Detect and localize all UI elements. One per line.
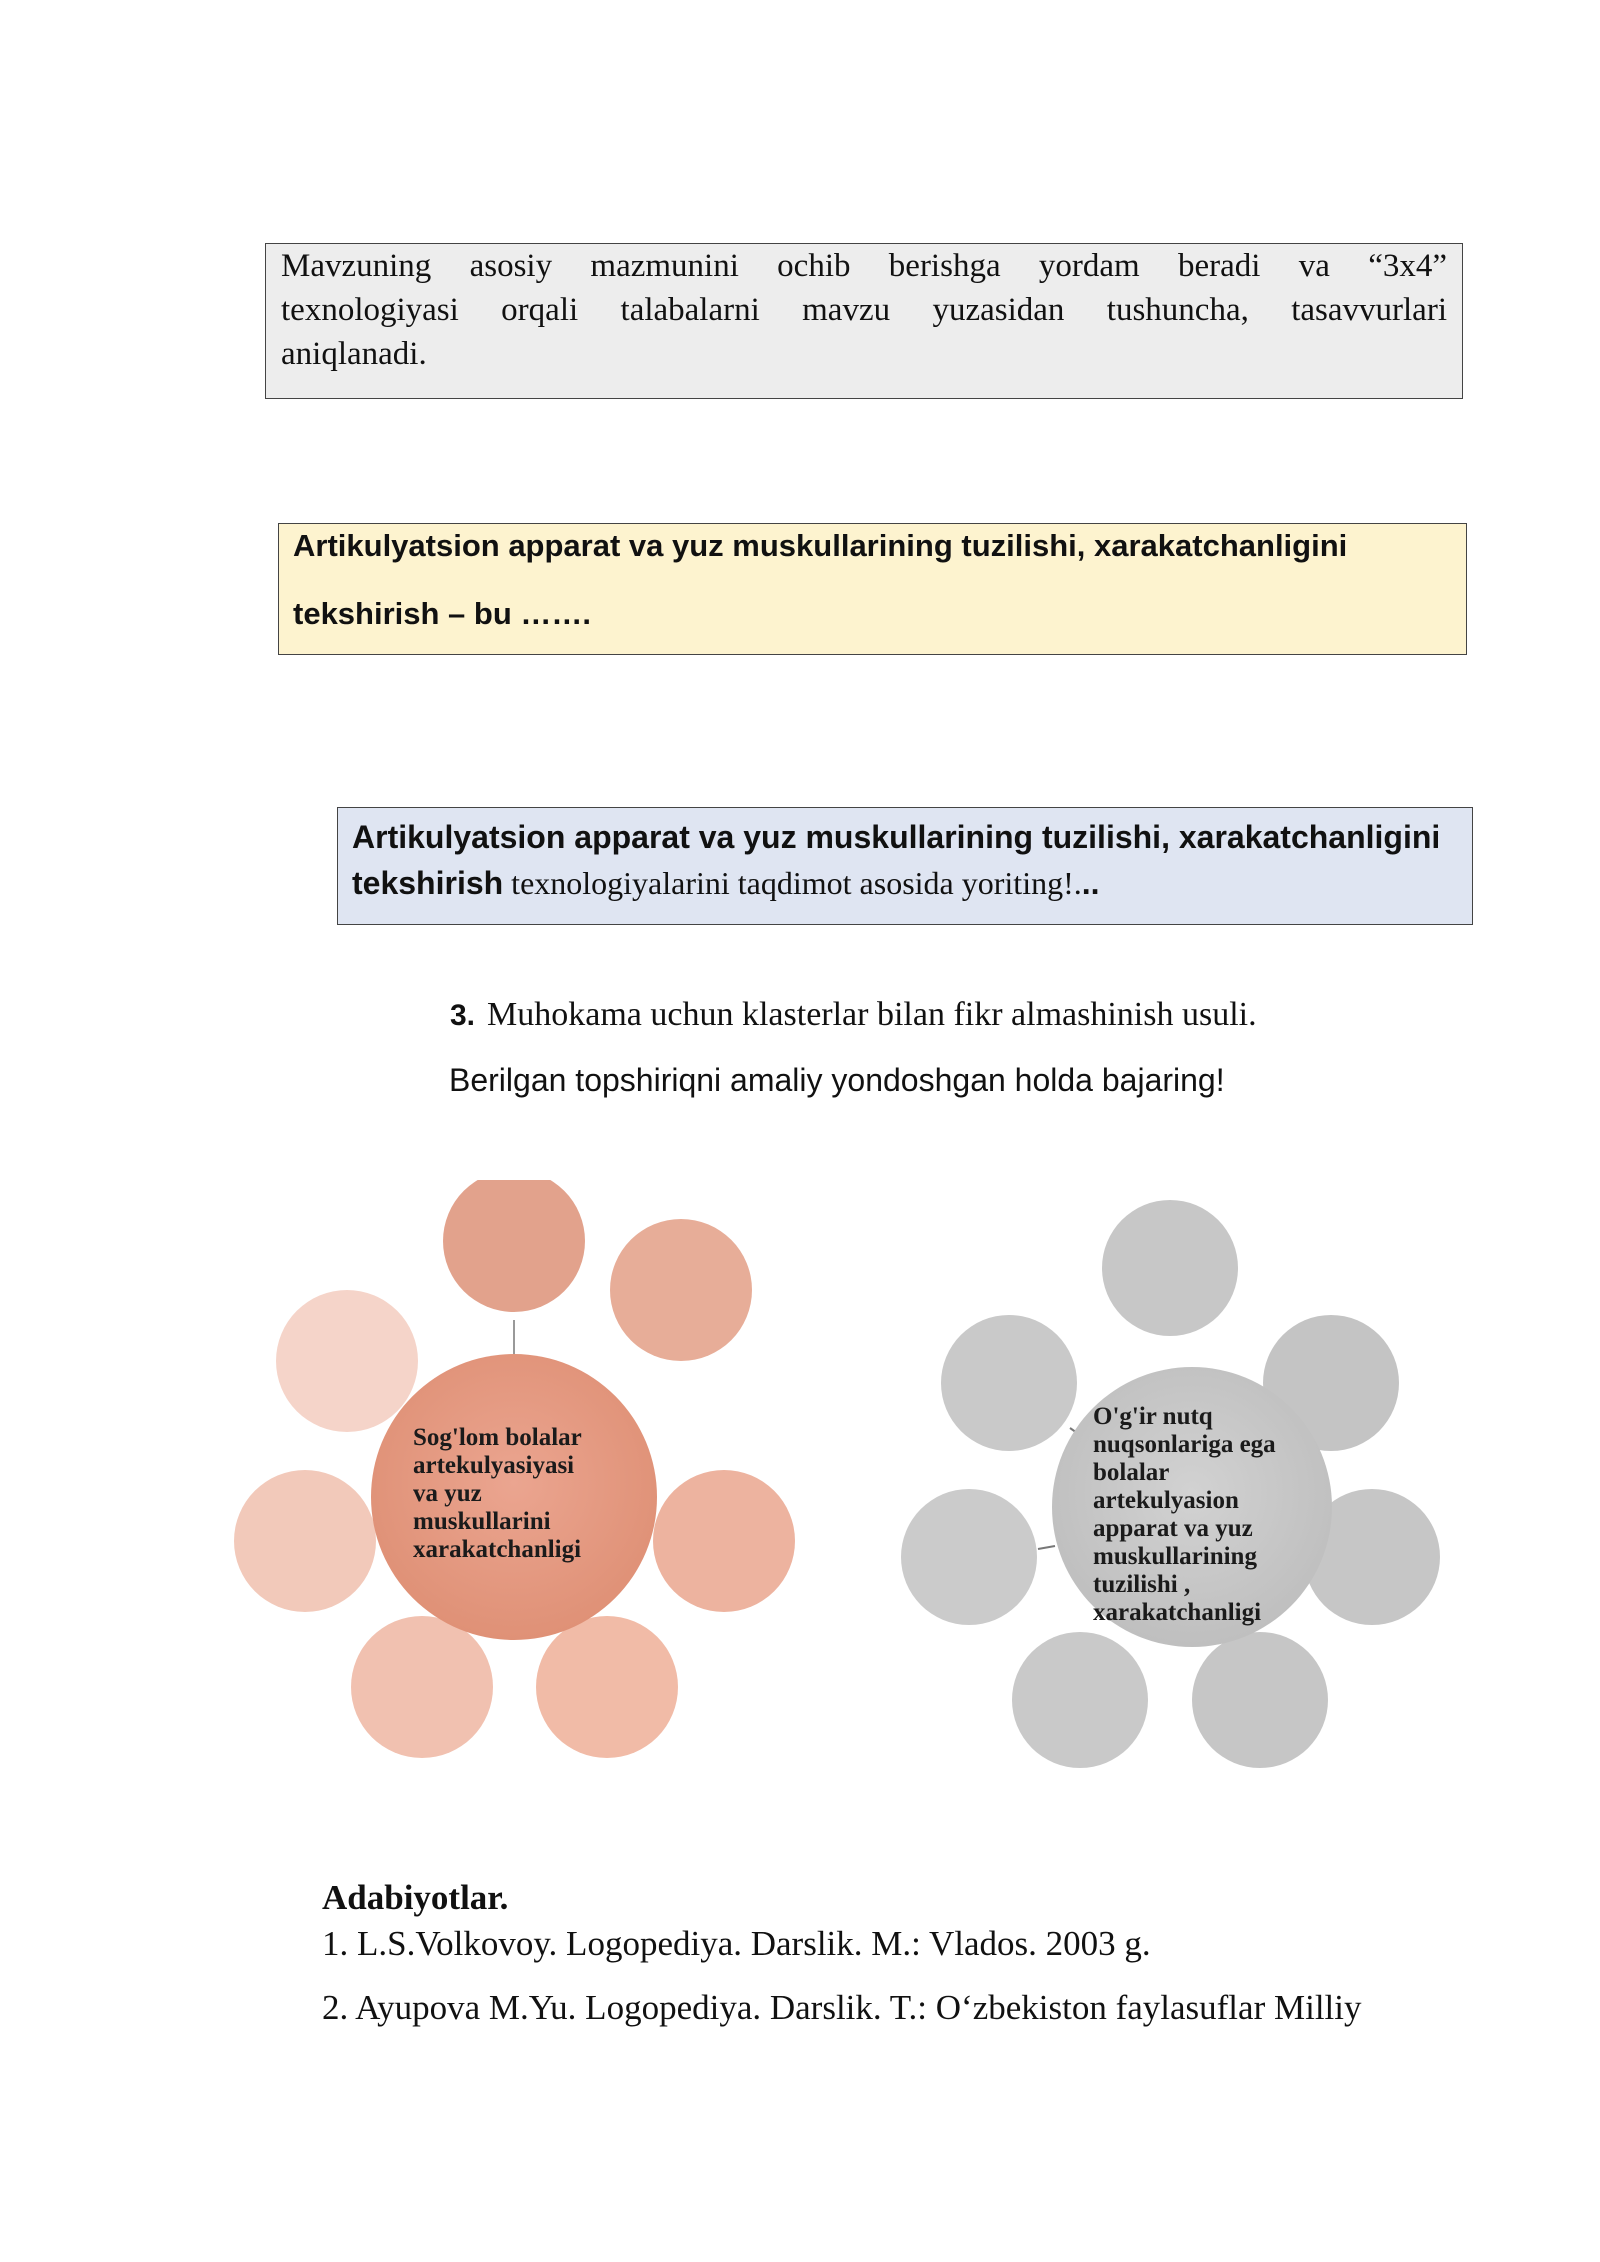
intro-text-box <box>265 243 1463 399</box>
cluster-right-label <box>1093 1403 1308 1627</box>
task-box-bold-word: tekshirish <box>352 865 504 901</box>
cluster-left-label <box>413 1424 613 1564</box>
cluster-right-outer-top <box>1102 1200 1238 1336</box>
cluster-left-outer-bottom-left <box>351 1616 493 1758</box>
item-number: 3. <box>450 999 476 1032</box>
intro-line-1: Mavzuning asosiy mazmunini ochib berishga yordam beradi va “3x4” <box>281 248 1447 284</box>
task-box-rest: texnologiyalarini taqdimot asosida yoriting!. <box>503 865 1082 901</box>
cluster-right-outer-top-left <box>941 1315 1077 1451</box>
cluster-left-line: Sog'lom bolalar <box>413 1424 582 1451</box>
cluster-right-outer-bottom-right <box>1192 1632 1328 1768</box>
cluster-right-line: muskullarining <box>1093 1543 1257 1570</box>
cluster-left-line: muskullarini <box>413 1508 551 1535</box>
intro-line-3: aniqlanadi. <box>281 336 427 372</box>
cluster-left-outer-top-right <box>610 1219 752 1361</box>
numbered-item-3 <box>450 996 1257 1034</box>
cluster-left-outer-left <box>234 1470 376 1612</box>
task-instruction: Berilgan topshiriqni amaliy yondoshgan holda bajaring! <box>449 1062 1225 1098</box>
cluster-diagrams <box>0 1180 1600 1780</box>
cluster-left-outer-right <box>653 1470 795 1612</box>
question-box <box>278 523 1467 655</box>
cluster-right-line: nuqsonlariga ega <box>1093 1431 1276 1458</box>
intro-line-2: texnologiyasi orqali talabalarni mavzu yuzasidan tushuncha, tasavvurlari <box>281 292 1447 328</box>
cluster-right-line: tuzilishi , <box>1093 1571 1191 1598</box>
cluster-right-outer-left <box>901 1489 1037 1625</box>
cluster-right-line: O'g'ir nutq <box>1093 1403 1213 1430</box>
task-box-line-1: Artikulyatsion apparat va yuz muskullarining tuzilishi, xarakatchanligini <box>352 819 1441 855</box>
cluster-right-line: xarakatchanligi <box>1093 1599 1262 1626</box>
cluster-left-line: artekulyasiyasi <box>413 1452 575 1479</box>
question-line-1: Artikulyatsion apparat va yuz muskullarining tuzilishi, xarakatchanligini <box>293 528 1348 563</box>
cluster-left-outer-top <box>443 1180 585 1312</box>
task-box-ellipsis: .. <box>1081 865 1100 901</box>
task-box <box>337 807 1473 925</box>
cluster-right-line: bolalar <box>1093 1459 1170 1486</box>
question-line-2: tekshirish – bu ……. <box>293 596 592 631</box>
cluster-right-line: apparat va yuz <box>1093 1515 1253 1542</box>
reference-item: 1. L.S.Volkovoy. Logopediya. Darslik. M.: Vlados. 2003 g. <box>322 1924 1151 1963</box>
references-title: Adabiyotlar. <box>322 1878 509 1917</box>
cluster-right-line: artekulyasion <box>1093 1487 1239 1514</box>
cluster-left-outer-bottom-right <box>536 1616 678 1758</box>
reference-item: 2. Ayupova M.Yu. Logopediya. Darslik. T.: O‘zbekiston faylasuflar Milliy <box>322 1988 1362 2027</box>
cluster-left-line: va yuz <box>413 1480 482 1507</box>
cluster-left-outer-top-left <box>276 1290 418 1432</box>
item-text: Muhokama uchun klasterlar bilan fikr almashinish usuli. <box>487 996 1257 1033</box>
cluster-left-line: xarakatchanligi <box>413 1536 582 1563</box>
cluster-right-outer-bottom-left <box>1012 1632 1148 1768</box>
